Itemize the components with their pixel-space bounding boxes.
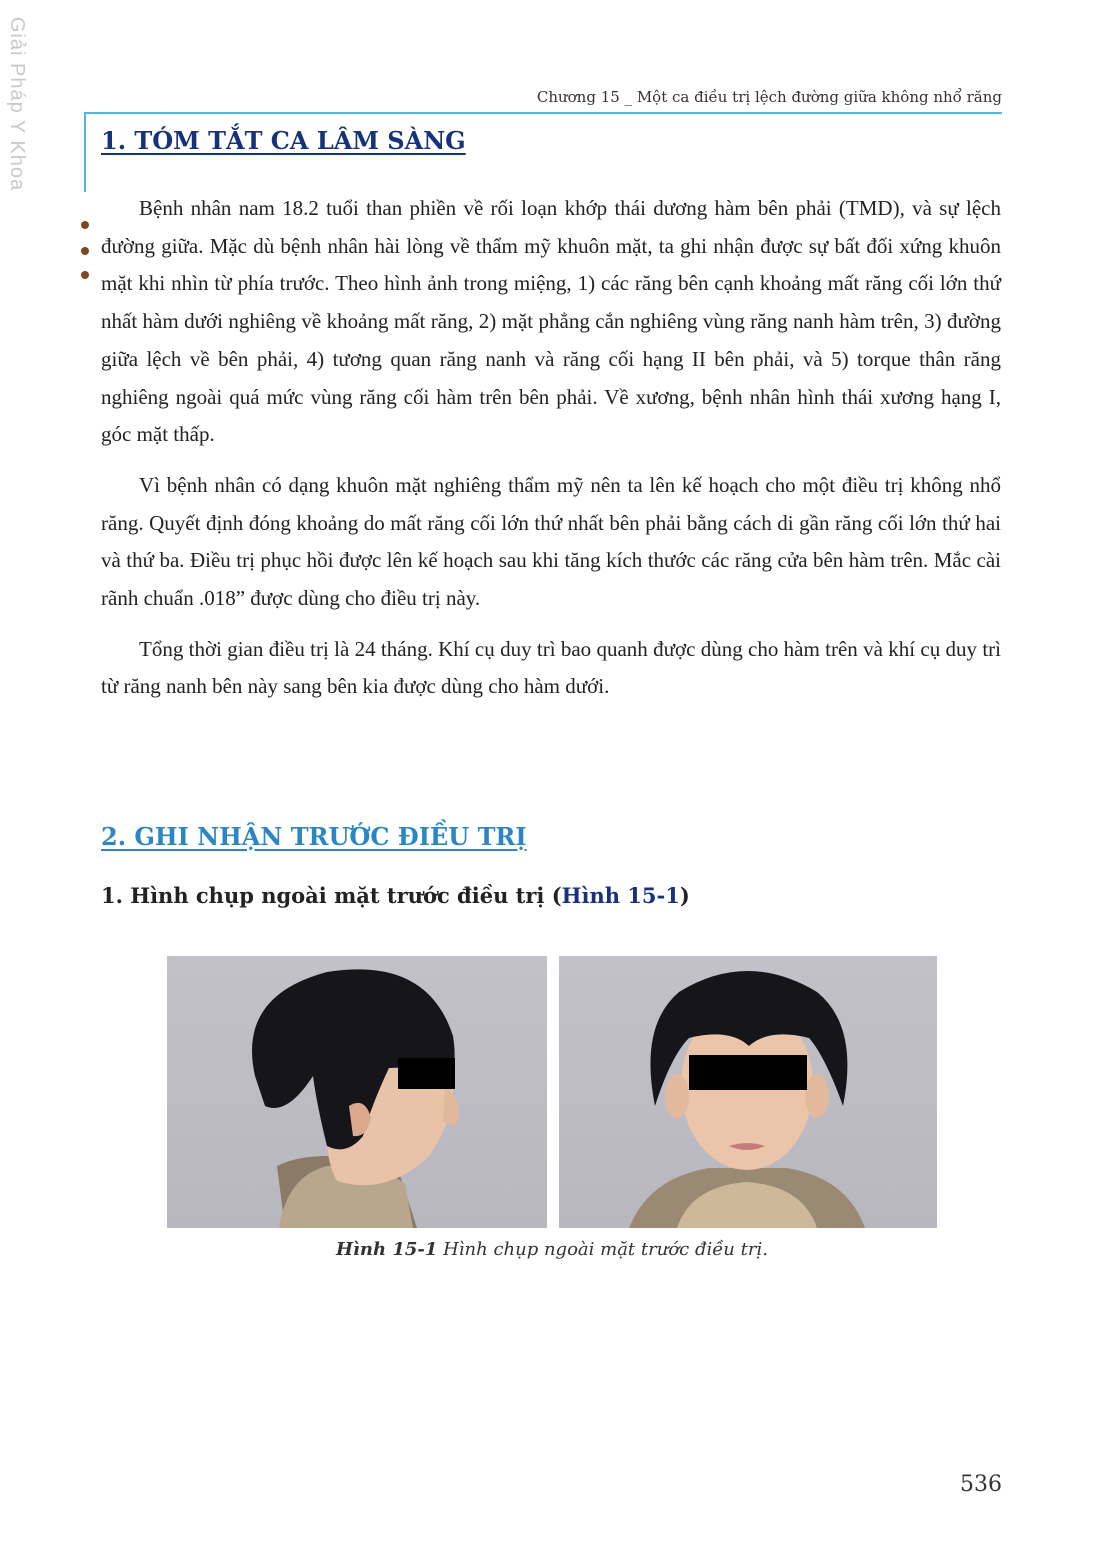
figure-caption-text: Hình chụp ngoài mặt trước điều trị.: [437, 1239, 768, 1260]
body-text: [101, 190, 1001, 719]
paragraph: Vì bệnh nhân có dạng khuôn mặt nghiêng thẩm mỹ nên ta lên kế hoạch cho một điều trị không nhổ răng. Quyết định đóng khoảng do mất răng cối lớn thứ nhất bên phải bằng cách di gần răng cối lớn thứ hai và thứ ba. Điều trị phục hồi được lên kế hoạch sau khi tăng kích thước các răng cửa bên hàm trên. Mắc cài rãnh chuẩn .018” được dùng cho điều trị này.: [101, 472, 1001, 611]
decorative-dot: [81, 221, 89, 229]
decorative-dot: [81, 271, 89, 279]
header-side-rule: [84, 112, 86, 192]
profile-photo: [167, 956, 547, 1228]
figure-reference-link[interactable]: Hình 15-1: [561, 883, 680, 908]
frontal-photo: [559, 956, 937, 1228]
subheading-text: 1. Hình chụp ngoài mặt trước điều trị (: [101, 883, 562, 908]
paragraph: Tổng thời gian điều trị là 24 tháng. Khí cụ duy trì bao quanh được dùng cho hàm trên và khí cụ duy trì từ răng nanh bên này sang bên kia được dùng cho hàm dưới.: [101, 636, 1001, 699]
section-heading-clinical-summary: 1. TÓM TẮT CA LÂM SÀNG: [101, 126, 466, 155]
figure-label: Hình 15-1: [336, 1239, 438, 1260]
subheading-facial-photos: [101, 883, 690, 908]
figure-caption: [167, 1239, 937, 1260]
decorative-dot: [81, 247, 89, 255]
paragraph: Bệnh nhân nam 18.2 tuổi than phiền về rối loạn khớp thái dương hàm bên phải (TMD), và sự lệch đường giữa. Mặc dù bệnh nhân hài lòng về thẩm mỹ khuôn mặt, ta ghi nhận được sự bất đối xứng khuôn mặt khi nhìn từ phía trước. Theo hình ảnh trong miệng, 1) các răng bên cạnh khoảng mất răng cối lớn thứ nhất hàm dưới nghiêng về khoảng mất răng, 2) mặt phẳng cắn nghiêng vùng răng nanh hàm trên, 3) đường giữa lệch về bên phải, 4) tương quan răng nanh và răng cối hạng II bên phải, và 5) torque thân răng nghiêng ngoài quá mức vùng răng cối hàm trên bên phải. Về xương, bệnh nhân hình thái xương hạng I, góc mặt thấp.: [101, 196, 1001, 447]
running-header: Chương 15 _ Một ca điều trị lệch đường giữa không nhổ răng: [536, 88, 1002, 106]
page-number: 536: [960, 1472, 1002, 1497]
side-brand-watermark: Giải Pháp Y Khoa: [6, 16, 28, 192]
header-rule: [84, 112, 1002, 114]
section-heading-pretreatment-records: 2. GHI NHẬN TRƯỚC ĐIỀU TRỊ: [101, 822, 527, 851]
subheading-suffix: ): [679, 883, 690, 908]
